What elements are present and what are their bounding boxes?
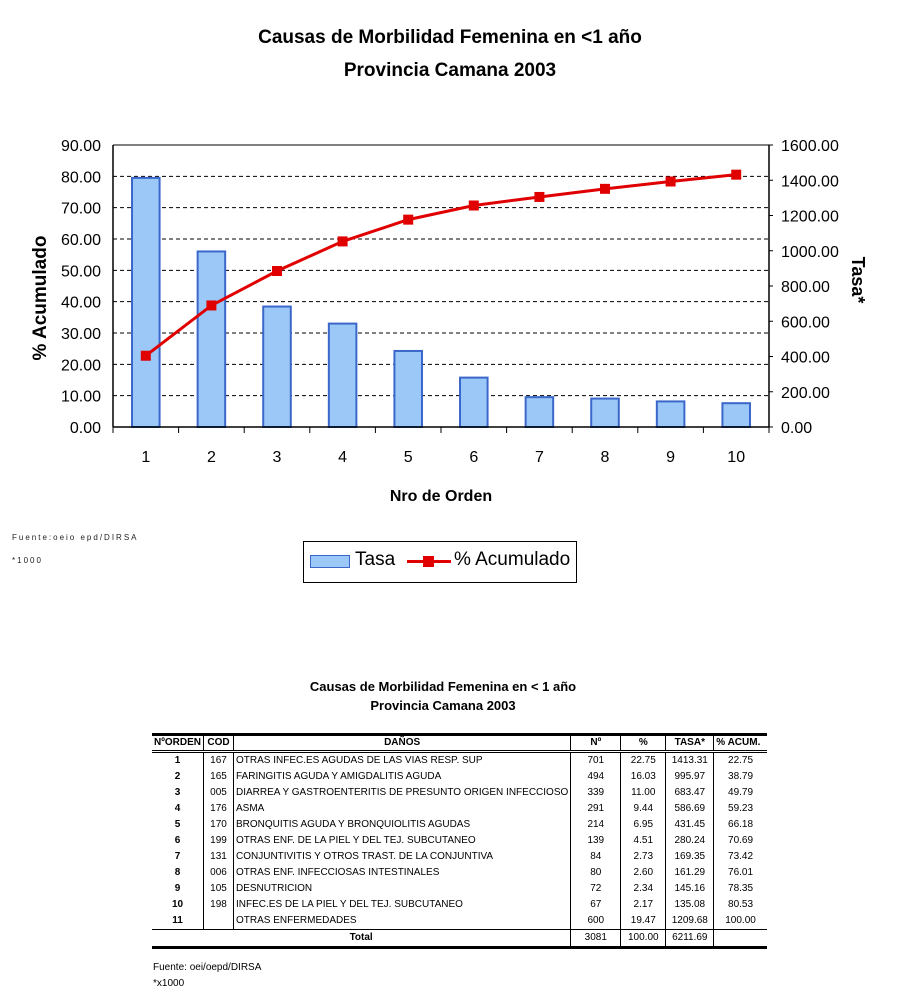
cell-orden: 2 bbox=[174, 771, 181, 782]
col-header-n: Nº bbox=[571, 735, 621, 752]
y-right-tick-label: 1600.00 bbox=[781, 138, 839, 155]
cell-pct: 16.03 bbox=[621, 769, 666, 785]
table-row bbox=[152, 785, 767, 801]
cell-acum: 59.23 bbox=[714, 801, 767, 817]
cell-acum: 38.79 bbox=[714, 769, 767, 785]
cell-cod: 165 bbox=[204, 769, 234, 785]
col-header-tasa: TASA* bbox=[666, 735, 714, 752]
cell-acum: 76.01 bbox=[714, 865, 767, 881]
chart-title: Causas de Morbilidad Femenina en <1 año bbox=[258, 27, 642, 48]
table-row bbox=[152, 849, 767, 865]
bar-tasa-3 bbox=[263, 307, 291, 427]
y-left-tick-label: 20.00 bbox=[60, 357, 101, 375]
x-tick-label: 6 bbox=[469, 449, 479, 466]
point-acumulado-8 bbox=[600, 184, 610, 194]
cell-n: 291 bbox=[571, 801, 621, 817]
bar-tasa-9 bbox=[657, 401, 685, 427]
point-acumulado-7 bbox=[534, 192, 544, 202]
y-right-tick-label: 200.00 bbox=[781, 384, 830, 402]
cell-tasa: 683.47 bbox=[666, 785, 714, 801]
table-source-note: Fuente: oei/oepd/DIRSA bbox=[153, 962, 262, 973]
cell-cod: 167 bbox=[204, 752, 234, 770]
cell-orden: 7 bbox=[174, 851, 181, 862]
cell-danos: OTRAS ENF. INFECCIOSAS INTESTINALES bbox=[234, 865, 571, 881]
x-axis-label: Nro de Orden bbox=[389, 488, 493, 505]
cell-pct: 19.47 bbox=[621, 913, 666, 930]
x-tick-label: 7 bbox=[534, 449, 544, 466]
y-right-tick-label: 800.00 bbox=[781, 279, 830, 296]
legend-square-marker-icon bbox=[423, 556, 434, 567]
cell-danos: OTRAS ENFERMEDADES bbox=[234, 913, 571, 930]
y-right-tick-label: 1200.00 bbox=[781, 208, 839, 226]
total-tasa: 6211.69 bbox=[666, 930, 714, 948]
chart-legend bbox=[303, 541, 577, 583]
cell-cod: 176 bbox=[204, 801, 234, 817]
cell-cod bbox=[204, 913, 234, 930]
total-n: 3081 bbox=[571, 930, 621, 948]
chart-source-note: Fuente:oeio epd/DIRSA bbox=[12, 533, 139, 542]
cell-danos: DESNUTRICION bbox=[234, 881, 571, 897]
total-pct: 100.00 bbox=[621, 930, 666, 948]
cell-n: 84 bbox=[571, 849, 621, 865]
col-header-danos: DAÑOS bbox=[234, 735, 571, 752]
cell-danos: BRONQUITIS AGUDA Y BRONQUIOLITIS AGUDAS bbox=[234, 817, 571, 833]
cell-acum: 49.79 bbox=[714, 785, 767, 801]
total-label: Total bbox=[152, 930, 571, 948]
cell-acum: 66.18 bbox=[714, 817, 767, 833]
cell-cod: 105 bbox=[204, 881, 234, 897]
cell-tasa: 1209.68 bbox=[666, 913, 714, 930]
col-header-acum: % ACUM. bbox=[714, 735, 767, 752]
point-acumulado-2 bbox=[206, 300, 216, 310]
cell-cod: 006 bbox=[204, 865, 234, 881]
cell-acum: 73.42 bbox=[714, 849, 767, 865]
col-header-cod: COD bbox=[204, 735, 234, 752]
point-acumulado-10 bbox=[731, 170, 741, 180]
cell-n: 600 bbox=[571, 913, 621, 930]
cell-cod: 131 bbox=[204, 849, 234, 865]
legend-bar-swatch bbox=[310, 555, 350, 568]
cell-tasa: 586.69 bbox=[666, 801, 714, 817]
cell-tasa: 145.16 bbox=[666, 881, 714, 897]
table-row bbox=[152, 833, 767, 849]
point-acumulado-4 bbox=[338, 236, 348, 246]
col-header-pct: % bbox=[621, 735, 666, 752]
cell-pct: 2.73 bbox=[621, 849, 666, 865]
x-tick-label: 10 bbox=[727, 449, 746, 466]
y-left-tick-label: 70.00 bbox=[60, 200, 101, 218]
cell-tasa: 280.24 bbox=[666, 833, 714, 849]
cell-n: 139 bbox=[571, 833, 621, 849]
total-acum bbox=[714, 930, 767, 948]
col-header-orden: NºORDEN bbox=[152, 735, 204, 752]
cell-pct: 22.75 bbox=[621, 752, 666, 770]
y-left-tick-label: 0.00 bbox=[69, 420, 101, 437]
cell-danos: CONJUNTIVITIS Y OTROS TRAST. DE LA CONJUNTIVA bbox=[234, 849, 571, 865]
y-right-tick-label: 400.00 bbox=[781, 349, 830, 367]
x-tick-label: 4 bbox=[338, 449, 348, 466]
table-header-row bbox=[152, 735, 767, 752]
cell-n: 701 bbox=[571, 752, 621, 770]
line-acumulado bbox=[141, 170, 741, 361]
x-tick-label: 8 bbox=[600, 449, 610, 466]
cell-pct: 4.51 bbox=[621, 833, 666, 849]
table-row bbox=[152, 913, 767, 930]
x-tick-label: 5 bbox=[403, 449, 413, 466]
cell-danos: INFEC.ES DE LA PIEL Y DEL TEJ. SUBCUTANEO bbox=[234, 897, 571, 913]
y-axis-left-label: % Acumulado bbox=[30, 235, 51, 361]
cell-orden: 1 bbox=[174, 755, 181, 766]
cell-n: 339 bbox=[571, 785, 621, 801]
cell-danos: ASMA bbox=[234, 801, 571, 817]
table-row bbox=[152, 769, 767, 785]
cell-tasa: 431.45 bbox=[666, 817, 714, 833]
table-multiplier-note: *x1000 bbox=[153, 978, 185, 989]
table-row bbox=[152, 865, 767, 881]
cell-pct: 9.44 bbox=[621, 801, 666, 817]
cell-pct: 2.17 bbox=[621, 897, 666, 913]
cell-acum: 70.69 bbox=[714, 833, 767, 849]
cell-n: 494 bbox=[571, 769, 621, 785]
cell-orden: 5 bbox=[174, 819, 181, 830]
cell-n: 67 bbox=[571, 897, 621, 913]
chart-subtitle: Provincia Camana 2003 bbox=[343, 60, 557, 81]
table-row bbox=[152, 817, 767, 833]
table-row bbox=[152, 881, 767, 897]
legend-label-acumulado: % Acumulado bbox=[454, 549, 571, 570]
y-left-tick-label: 90.00 bbox=[60, 138, 101, 155]
table-title: Causas de Morbilidad Femenina en < 1 año bbox=[309, 679, 577, 694]
point-acumulado-6 bbox=[469, 201, 479, 211]
point-acumulado-3 bbox=[272, 266, 282, 276]
table-total-row bbox=[152, 930, 767, 948]
line-acumulado-path bbox=[146, 175, 736, 356]
y-left-tick-label: 50.00 bbox=[60, 263, 101, 281]
y-right-tick-label: 0.00 bbox=[781, 420, 813, 437]
cell-acum: 22.75 bbox=[714, 752, 767, 770]
bar-tasa-8 bbox=[591, 399, 619, 427]
cell-danos: OTRAS INFEC.ES AGUDAS DE LAS VIAS RESP. SUP bbox=[234, 752, 571, 770]
y-left-tick-label: 30.00 bbox=[60, 326, 101, 343]
cell-orden: 11 bbox=[152, 913, 204, 930]
cell-n: 80 bbox=[571, 865, 621, 881]
bar-tasa-7 bbox=[526, 397, 554, 427]
y-axis-right-label: Tasa* bbox=[848, 256, 868, 304]
cell-orden: 3 bbox=[174, 787, 181, 798]
cell-pct: 6.95 bbox=[621, 817, 666, 833]
x-tick-label: 3 bbox=[272, 449, 282, 466]
cell-orden: 10 bbox=[171, 899, 184, 910]
y-left-tick-label: 60.00 bbox=[60, 232, 101, 249]
y-left-tick-label: 40.00 bbox=[60, 294, 101, 312]
bar-tasa-6 bbox=[460, 378, 488, 427]
x-tick-label: 9 bbox=[666, 449, 676, 466]
chart-multiplier-note: *1000 bbox=[12, 556, 43, 565]
cell-cod: 198 bbox=[204, 897, 234, 913]
cell-tasa: 161.29 bbox=[666, 865, 714, 881]
morbidity-table bbox=[152, 733, 767, 949]
cell-tasa: 1413.31 bbox=[666, 752, 714, 770]
y-left-tick-label: 80.00 bbox=[60, 169, 101, 187]
cell-acum: 80.53 bbox=[714, 897, 767, 913]
point-acumulado-9 bbox=[666, 177, 676, 187]
bar-tasa-5 bbox=[394, 351, 422, 427]
cell-danos: FARINGITIS AGUDA Y AMIGDALITIS AGUDA bbox=[234, 769, 571, 785]
x-tick-label: 2 bbox=[206, 449, 216, 466]
table-row bbox=[152, 897, 767, 913]
table-row bbox=[152, 801, 767, 817]
cell-pct: 2.34 bbox=[621, 881, 666, 897]
table-row bbox=[152, 752, 767, 770]
point-acumulado-1 bbox=[141, 351, 151, 361]
bar-tasa-10 bbox=[722, 403, 750, 427]
y-right-tick-label: 600.00 bbox=[781, 314, 830, 332]
cell-tasa: 995.97 bbox=[666, 769, 714, 785]
legend-label-tasa: Tasa bbox=[355, 549, 396, 570]
cell-orden: 8 bbox=[174, 867, 181, 878]
cell-acum: 100.00 bbox=[714, 913, 767, 930]
cell-danos: OTRAS ENF. DE LA PIEL Y DEL TEJ. SUBCUTANEO bbox=[234, 833, 571, 849]
y-left-tick-label: 10.00 bbox=[60, 388, 101, 406]
cell-tasa: 169.35 bbox=[666, 849, 714, 865]
cell-pct: 11.00 bbox=[621, 785, 666, 801]
point-acumulado-5 bbox=[403, 215, 413, 225]
cell-cod: 005 bbox=[204, 785, 234, 801]
bar-tasa-2 bbox=[198, 251, 226, 427]
cell-n: 214 bbox=[571, 817, 621, 833]
y-right-tick-label: 1000.00 bbox=[781, 243, 839, 261]
cell-orden: 4 bbox=[174, 803, 181, 814]
y-right-tick-label: 1400.00 bbox=[781, 173, 839, 191]
cell-pct: 2.60 bbox=[621, 865, 666, 881]
bars-tasa bbox=[132, 178, 750, 427]
cell-orden: 6 bbox=[174, 835, 181, 846]
cell-cod: 170 bbox=[204, 817, 234, 833]
cell-cod: 199 bbox=[204, 833, 234, 849]
bar-tasa-4 bbox=[329, 324, 357, 427]
x-tick-label: 1 bbox=[141, 449, 151, 466]
cell-n: 72 bbox=[571, 881, 621, 897]
cell-danos: DIARREA Y GASTROENTERITIS DE PRESUNTO ORIGEN INFECCIOSO bbox=[234, 785, 571, 801]
cell-tasa: 135.08 bbox=[666, 897, 714, 913]
cell-acum: 78.35 bbox=[714, 881, 767, 897]
cell-orden: 9 bbox=[174, 883, 181, 894]
bar-tasa-1 bbox=[132, 178, 160, 427]
table-subtitle: Provincia Camana 2003 bbox=[370, 698, 516, 713]
